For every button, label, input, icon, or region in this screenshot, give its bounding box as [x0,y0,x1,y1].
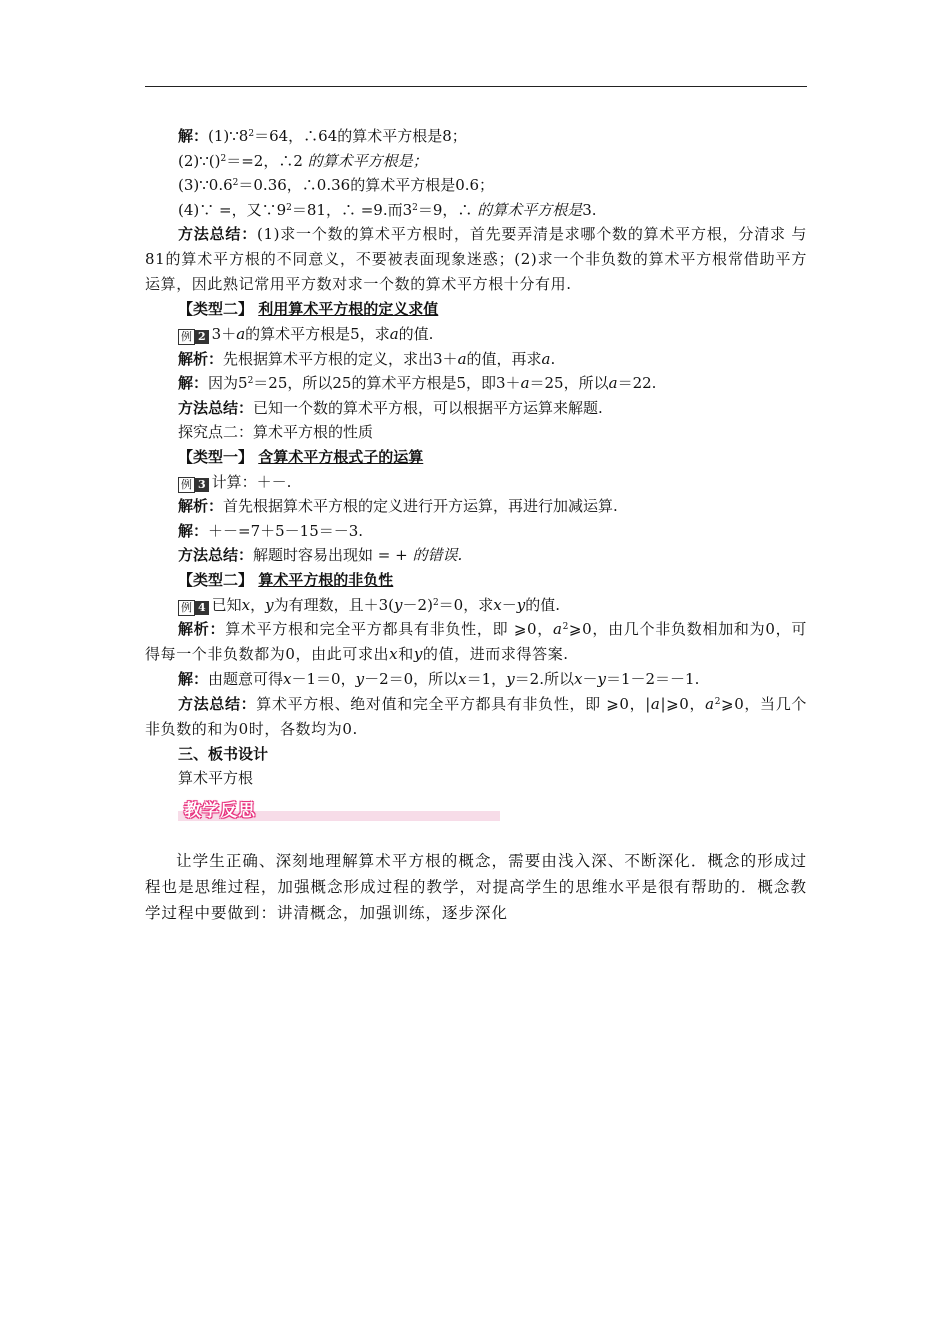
example1-answer-line4: (4)∵ =，又$\because 9^2=81$，∴ =9.而$3^2=9$，∴ 的算术平方根是3. [178,200,597,219]
example-badge: 例 3 [178,476,209,490]
section2-title: 探究点二：算术平方根的性质 [178,423,374,442]
example4-question: 例 4 已知x，y为有理数，且$+3(y-2)^2=0$，求x－y的值. [145,593,807,618]
example2-question: 例 2 3＋a的算术平方根是5，求a的值. [145,322,807,347]
answer-label: 解： [178,127,209,145]
example3-answer: 解：＋－=7＋5－15＝－3. [178,521,364,540]
example1-answer-line1: 解：$(1)\because 8^2=64$，∴64的算术平方根是8； [178,127,467,145]
header-rule [145,86,807,87]
board-design-content: 算术平方根 [178,769,254,788]
example2-answer: 解：因为$5^2=25$，所以25的算术平方根是5，即3＋a＝25，所以a＝22. [178,374,657,393]
board-design-heading: 三、板书设计 [178,744,269,763]
example1-method-summary: 方法总结：(1)求一个数的算术平方根时，首先要弄清是求哪个数的算术平方根，分清求 与81的算术平方根的不同意义，不要被表面现象迷惑；(2)求一个非负数的算术平方根常借助平方运算，因此熟记常用平方数对求一个数的算术平方根十分有用. [145,225,807,294]
example2-method-summary: 方法总结：已知一个数的算术平方根，可以根据平方运算来解题. [178,398,603,417]
example4-answer: 解：由题意可得x－1＝0，y－2＝0，所以x＝1，y＝2.所以x－y＝1－2＝－1. [178,670,700,689]
example3-analysis: 解析：首先根据算术平方根的定义进行开方运算，再进行加减运算. [178,497,618,516]
teaching-reflection-text: 让学生正确、深刻地理解算术平方根的概念，需要由浅入深、不断深化．概念的形成过程也是思维过程，加强概念形成过程的教学，对提高学生的思维水平是很有帮助的．概念教学过程中要做到：讲清概念，加强训练，逐步深化 [145,852,807,922]
example4-analysis: 解析：算术平方根和完全平方都具有非负性，即 ⩾0，$a^2⩾0$，由几个非负数相加和为0，可得每一个非负数都为0，由此可求出x和y的值，进而求得答案. [145,620,807,664]
example3-method-summary: 方法总结：解题时容易出现如 = + 的错误. [178,546,463,565]
example3-question: 例 3 计算：＋－. [145,470,807,495]
example4-method-summary: 方法总结：算术平方根、绝对值和完全平方都具有非负性，即 ⩾0，|a|⩾0，$a^2⩾0$，当几个非负数的和为0时，各数均为0. [145,694,807,738]
example2-analysis: 解析：先根据算术平方根的定义，求出3＋a的值，再求a. [178,349,556,368]
example1-answer-line2: (2)∵()$^2$＝=2，∴2 的算术平方根是； [178,151,428,170]
example1-answer-line3: $(3)\because 0.6^2=0.36$，∴0.36的算术平方根是0.6； [178,176,495,195]
teaching-reflection-banner [178,796,500,822]
example-badge: 例 2 [178,328,209,342]
method-summary-label: 方法总结： [178,225,257,244]
type2-heading: 【类型二】 利用算术平方根的定义求值 [178,300,439,319]
type2b-heading: 【类型二】 算术平方根的非负性 [178,570,394,589]
example-badge: 例 4 [178,599,209,613]
document-body [145,124,807,791]
type1b-heading: 【类型一】 含算术平方根式子的运算 [178,447,424,466]
banner-title: 教学反思 [184,801,256,821]
